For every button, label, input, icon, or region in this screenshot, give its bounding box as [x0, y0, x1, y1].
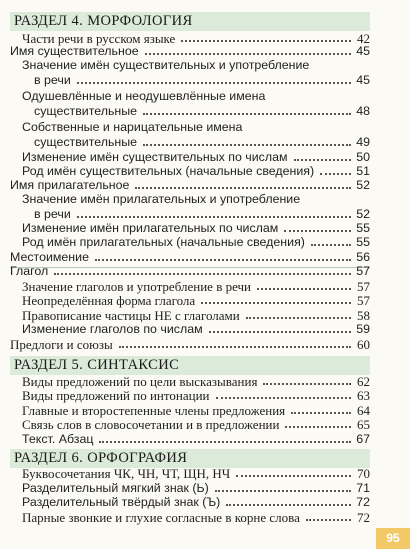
- leader-dots: [285, 426, 351, 428]
- leader-dots: [284, 230, 351, 232]
- entry-page: 51: [356, 164, 370, 178]
- toc-entry[interactable]: [22, 508, 370, 525]
- entry-title: Виды предложений по цели высказывания: [22, 374, 258, 389]
- entry-title: Изменение имён прилагательных по числам: [22, 221, 279, 235]
- entry-title-continuation: в речи: [34, 73, 71, 87]
- entry-page: 58: [357, 308, 370, 323]
- entry-page: 64: [357, 403, 370, 418]
- entry-title-continuation: существительные: [34, 104, 138, 118]
- leader-dots: [236, 475, 351, 477]
- toc-entry[interactable]: [10, 335, 370, 352]
- entry-page: 60: [357, 337, 370, 352]
- entry-page: 56: [356, 250, 370, 264]
- toc-entry[interactable]: [34, 71, 370, 88]
- leader-dots: [119, 346, 351, 348]
- leader-dots: [77, 216, 351, 218]
- entry-page: 59: [356, 322, 370, 336]
- entry-title: Предлоги и союзы: [10, 337, 113, 352]
- leader-dots: [145, 53, 351, 55]
- page-number: 95: [376, 528, 410, 549]
- entry-page: 67: [356, 432, 370, 446]
- section-heading-syntax: РАЗДЕЛ 5. СИНТАКСИС: [10, 356, 370, 375]
- leader-dots: [306, 519, 351, 521]
- entry-page: 57: [356, 264, 370, 278]
- leader-dots: [320, 173, 351, 175]
- leader-dots: [143, 144, 351, 146]
- leader-dots: [263, 383, 351, 385]
- toc-entry[interactable]: [34, 102, 370, 119]
- entry-title: Род имён прилагательных (начальные сведения): [22, 235, 305, 249]
- section-heading-morphology: РАЗДЕЛ 4. МОРФОЛОГИЯ: [10, 12, 370, 31]
- entry-page: 55: [356, 235, 370, 249]
- entry-page: 63: [357, 388, 370, 403]
- entry-title: Парные звонкие и глухие согласные в корне слова: [22, 510, 300, 525]
- entry-page: 52: [356, 178, 370, 192]
- entry-title: Имя прилагательное: [10, 178, 130, 192]
- entry-title: Разделительный мягкий знак (Ь): [22, 481, 209, 495]
- entry-title: Буквосочетания ЧК, ЧН, ЧТ, ЩН, НЧ: [22, 466, 231, 481]
- section-heading-orthography: РАЗДЕЛ 6. ОРФОГРАФИЯ: [10, 449, 370, 468]
- leader-dots: [201, 302, 351, 304]
- entry-page: 52: [356, 207, 370, 221]
- entry-title: Части речи в русском языке: [22, 31, 176, 46]
- leader-dots: [216, 397, 352, 399]
- leader-dots: [246, 317, 351, 319]
- entry-page: 57: [357, 293, 370, 308]
- leader-dots: [294, 159, 352, 161]
- entry-title-line[interactable]: Значение имён прилагательных и употребление: [22, 192, 301, 206]
- entry-page: 72: [357, 510, 370, 525]
- entry-title-continuation: в речи: [34, 207, 71, 221]
- leader-dots: [135, 187, 351, 189]
- leader-dots: [226, 504, 351, 506]
- toc-entry[interactable]: [22, 430, 370, 447]
- entry-page: 45: [356, 73, 370, 87]
- entry-title: Род имён существительных (начальные сведения): [22, 164, 315, 178]
- entry-page: 70: [357, 466, 370, 481]
- leader-dots: [291, 412, 351, 414]
- entry-page: 65: [357, 417, 370, 432]
- entry-page: 50: [356, 150, 370, 164]
- entry-title-line[interactable]: Значение имён существительных и употребление: [22, 58, 310, 72]
- leader-dots: [99, 441, 351, 443]
- entry-page: 55: [356, 221, 370, 235]
- leader-dots: [209, 331, 351, 333]
- entry-page: 49: [356, 135, 370, 149]
- entry-title: Текст. Абзац: [22, 432, 94, 446]
- entry-page: 48: [356, 104, 370, 118]
- entry-title-line[interactable]: Собственные и нарицательные имена: [22, 120, 243, 134]
- entry-title: Местоимение: [10, 250, 89, 264]
- entry-title: Значение глаголов и употребление в речи: [22, 279, 252, 294]
- entry-page: 72: [356, 495, 370, 509]
- leader-dots: [311, 244, 351, 246]
- leader-dots: [77, 82, 351, 84]
- entry-title-line[interactable]: Одушевлённые и неодушевлённые имена: [22, 89, 266, 103]
- entry-page: 71: [356, 481, 370, 495]
- entry-title: Имя существительное: [10, 44, 139, 58]
- entry-title: Изменение глаголов по числам: [22, 322, 203, 336]
- entry-page: 42: [357, 31, 370, 46]
- entry-title: Виды предложений по интонации: [22, 388, 210, 403]
- entry-title: Разделительный твёрдый знак (Ъ): [22, 495, 221, 509]
- leader-dots: [54, 273, 351, 275]
- entry-page: 45: [356, 44, 370, 58]
- leader-dots: [257, 288, 351, 290]
- entry-title: Глагол: [10, 264, 49, 278]
- entry-title: Изменение имён существительных по числам: [22, 150, 288, 164]
- entry-title: Правописание частицы НЕ с глаголами: [22, 308, 240, 323]
- leader-dots: [143, 113, 351, 115]
- entry-title: Главные и второстепенные члены предложения: [22, 403, 286, 418]
- entry-title: Связь слов в словосочетании и в предложении: [22, 417, 280, 432]
- entry-page: 57: [357, 279, 370, 294]
- leader-dots: [95, 259, 351, 261]
- entry-title: Неопределённая форма глагола: [22, 293, 196, 308]
- leader-dots: [215, 490, 351, 492]
- entry-page: 62: [357, 374, 370, 389]
- entry-title-continuation: существительные: [34, 135, 138, 149]
